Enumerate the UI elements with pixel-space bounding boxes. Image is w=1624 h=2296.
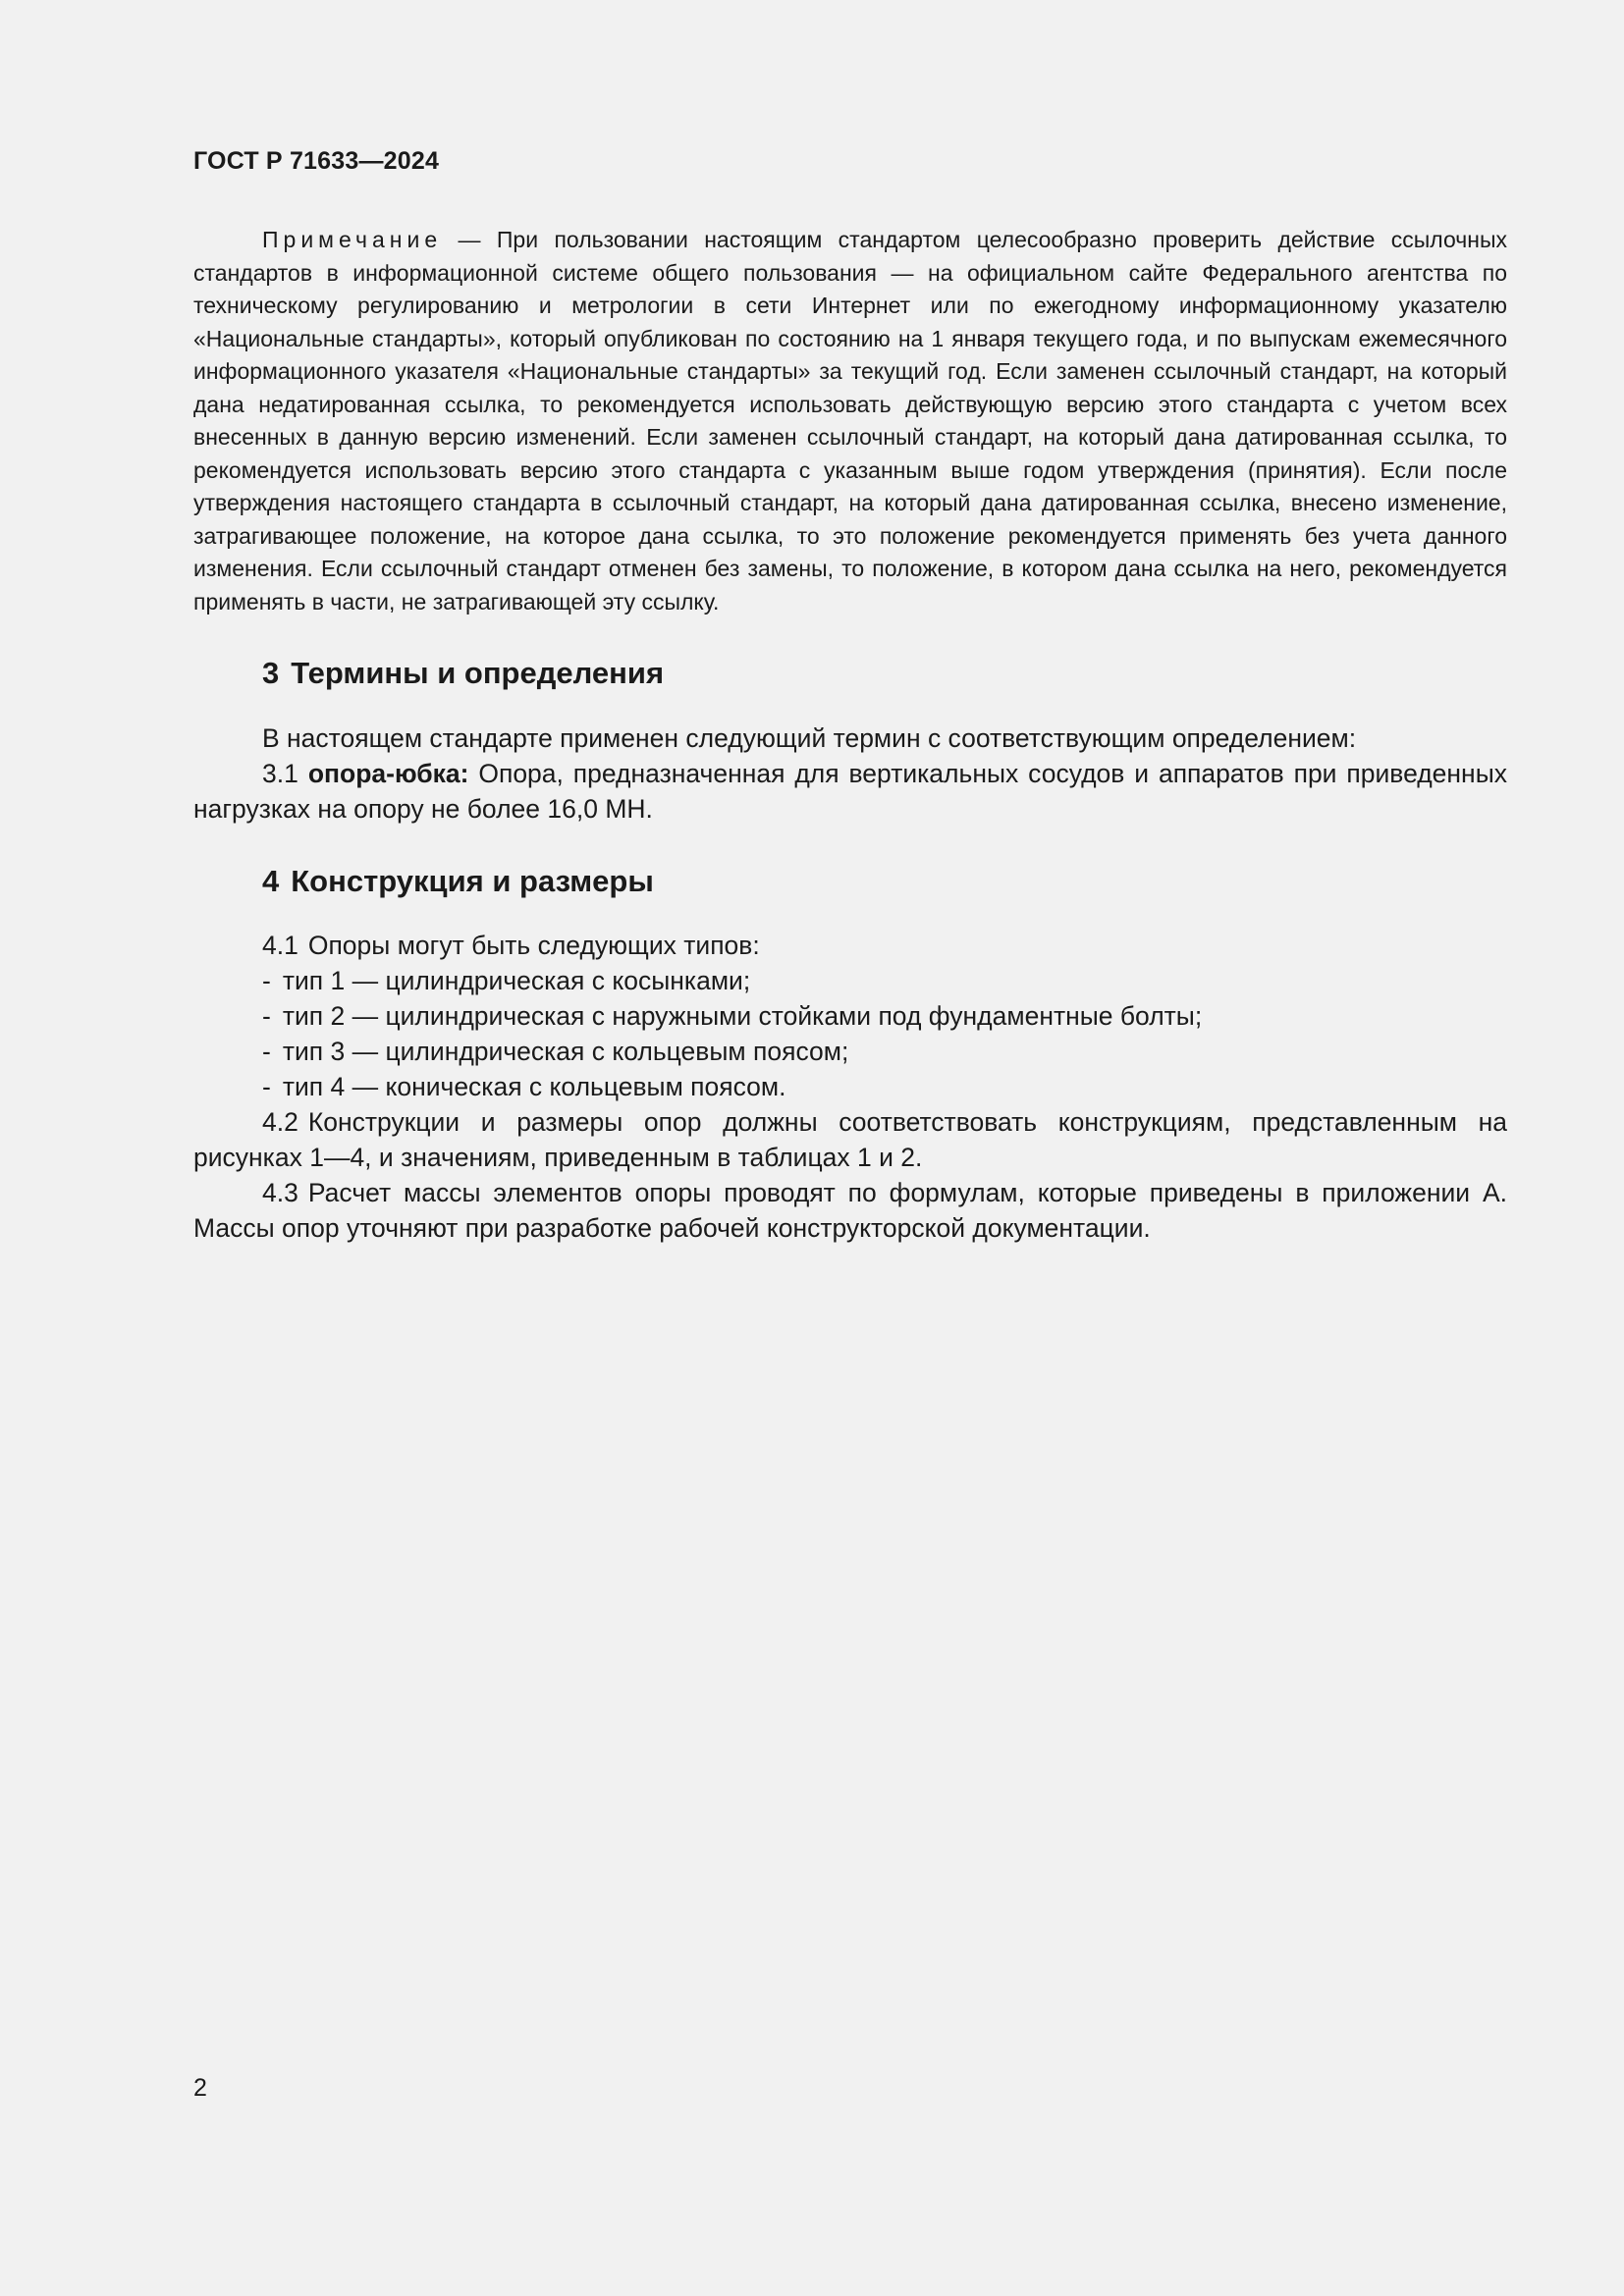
- list-item: [193, 998, 1507, 1034]
- section-4-body: [193, 928, 1507, 1246]
- list-dash: -: [262, 966, 271, 995]
- clause-4-3-text: Расчет массы элементов опоры проводят по формулам, которые приведены в приложении А. Массы опор уточняют при разработке рабочей конструкторской документации.: [193, 1178, 1507, 1243]
- page-number: 2: [193, 2074, 207, 2102]
- list-item-text: тип 1 — цилиндрическая с косынками;: [282, 966, 751, 995]
- note-text: — При пользовании настоящим стандартом целесообразно проверить действие ссылочных стандартов в информационной системе общего пользования — на официальном сайте Федерального агентства по техническому регулированию и метрологии в сети Интернет или по ежегодному информационному указателю «Национальные стандарты», который опубликован по состоянию на 1 января текущего года, и по выпускам ежемесячного информационного указателя «Национальные стандарты» за текущий год. Если заменен ссылочный стандарт, на который дана недатированная ссылка, то рекомендуется использовать действующую версию этого стандарта с учетом всех внесенных в данную версию изменений. Если заменен ссылочный стандарт, на который дана датированная ссылка, то рекомендуется использовать версию этого стандарта с указанным выше годом утверждения (принятия). Если после утверждения настоящего стандарта в ссылочный стандарт, на который дана датированная ссылка, внесено изменение, затрагивающее положение, на которое дана ссылка, то это положение рекомендуется применять без учета данного изменения. Если ссылочный стандарт отменен без замены, то положение, в котором дана ссылка на него, рекомендуется применять в части, не затрагивающей эту ссылку.: [193, 227, 1507, 614]
- list-item-text: тип 2 — цилиндрическая с наружными стойками под фундаментные болты;: [282, 1001, 1203, 1031]
- clause-4-1-text: Опоры могут быть следующих типов:: [307, 931, 760, 960]
- reference-note: [193, 224, 1507, 618]
- list-item: [193, 963, 1507, 998]
- clause-4-3: [193, 1175, 1507, 1246]
- list-item-text: тип 3 — цилиндрическая с кольцевым поясом;: [282, 1037, 849, 1066]
- section-4-title: Конструкция и размеры: [291, 864, 654, 898]
- document-header: ГОСТ Р 71633—2024: [193, 147, 440, 175]
- clause-3-1: [193, 756, 1507, 827]
- section-4-number: 4: [262, 864, 280, 898]
- section-3-heading: [262, 656, 664, 691]
- section-3-body: [193, 721, 1507, 827]
- section-3-title: Термины и определения: [291, 656, 665, 690]
- section-4-heading: [262, 864, 654, 899]
- list-item: [193, 1034, 1507, 1069]
- clause-4-1-number: 4.1: [262, 931, 298, 960]
- list-dash: -: [262, 1072, 271, 1101]
- clause-4-1: [193, 928, 1507, 963]
- clause-3-1-number: 3.1: [262, 759, 298, 788]
- list-dash: -: [262, 1037, 271, 1066]
- list-item: [193, 1069, 1507, 1104]
- section-3-intro: В настоящем стандарте применен следующий термин с соответствующим определением:: [262, 723, 1357, 753]
- term-definition: Опора, предназначенная для вертикальных сосудов и аппаратов при приведенных нагрузках на опору не более 16,0 МН.: [193, 759, 1507, 824]
- clause-4-2: [193, 1104, 1507, 1175]
- clause-4-3-number: 4.3: [262, 1178, 298, 1207]
- clause-4-2-text: Конструкции и размеры опор должны соответствовать конструкциям, представленным на рисунках 1—4, и значениям, приведенным в таблицах 1 и 2.: [193, 1107, 1507, 1172]
- clause-4-2-number: 4.2: [262, 1107, 298, 1137]
- term-name: опора-юбка:: [307, 759, 469, 788]
- list-item-text: тип 4 — коническая с кольцевым поясом.: [282, 1072, 786, 1101]
- list-dash: -: [262, 1001, 271, 1031]
- note-label: Примечание: [262, 227, 443, 252]
- section-3-number: 3: [262, 656, 280, 690]
